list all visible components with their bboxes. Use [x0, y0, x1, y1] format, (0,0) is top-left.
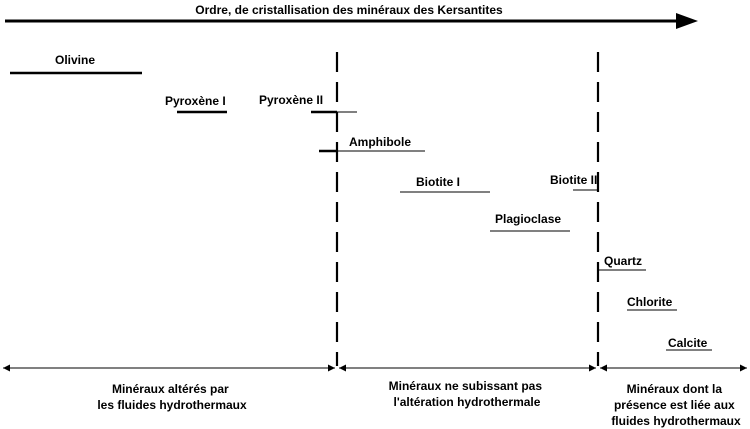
mineral-biotite-2: [550, 173, 598, 190]
mineral-quartz: [598, 254, 646, 270]
quartz-label: Quartz: [604, 254, 643, 268]
diagram-title: Ordre, de cristallisation des minéraux des Kersantites: [195, 3, 503, 17]
calcite-label: Calcite: [668, 336, 708, 350]
mineral-amphibole: [319, 135, 425, 151]
zone-unaltered-line-2: l'altération hydrothermale: [393, 395, 541, 409]
zone-arrow-unaltered: [339, 365, 596, 372]
mineral-chlorite: [627, 295, 677, 310]
mineral-pyroxene-2: [259, 93, 357, 112]
chlorite-label: Chlorite: [627, 295, 673, 309]
zone-arrow-altered: [3, 365, 335, 372]
biotite-2-label: Biotite II: [550, 173, 598, 187]
pyroxene-1-label: Pyroxène I: [165, 94, 226, 108]
zone-arrow-hydrothermal: [600, 365, 747, 372]
mineral-calcite: [666, 336, 712, 350]
olivine-label: Olivine: [55, 53, 96, 67]
zone-hydrothermal-line-3: fluides hydrothermaux: [611, 414, 741, 428]
pyroxene-2-label: Pyroxène II: [259, 93, 324, 107]
mineral-olivine: [10, 53, 142, 73]
plagioclase-label: Plagioclase: [495, 212, 562, 226]
zone-hydrothermal-line-2: présence est liée aux: [613, 398, 735, 412]
mineral-biotite-1: [400, 175, 490, 192]
zone-unaltered-caption: [389, 379, 546, 409]
zone-unaltered-line-1: Minéraux ne subissant pas: [388, 379, 543, 393]
biotite-1-label: Biotite I: [416, 175, 460, 189]
zone-hydrothermal-caption: [611, 382, 741, 428]
zone-altered-line-2: les fluides hydrothermaux: [97, 398, 247, 412]
zone-altered-caption: [97, 382, 247, 412]
mineral-pyroxene-1: [165, 94, 227, 112]
amphibole-label: Amphibole: [349, 135, 411, 149]
mineral-plagioclase: [490, 212, 570, 231]
zone-hydrothermal-line-1: Minéraux dont la: [626, 382, 722, 396]
zone-altered-line-1: Minéraux altérés par: [111, 382, 229, 396]
